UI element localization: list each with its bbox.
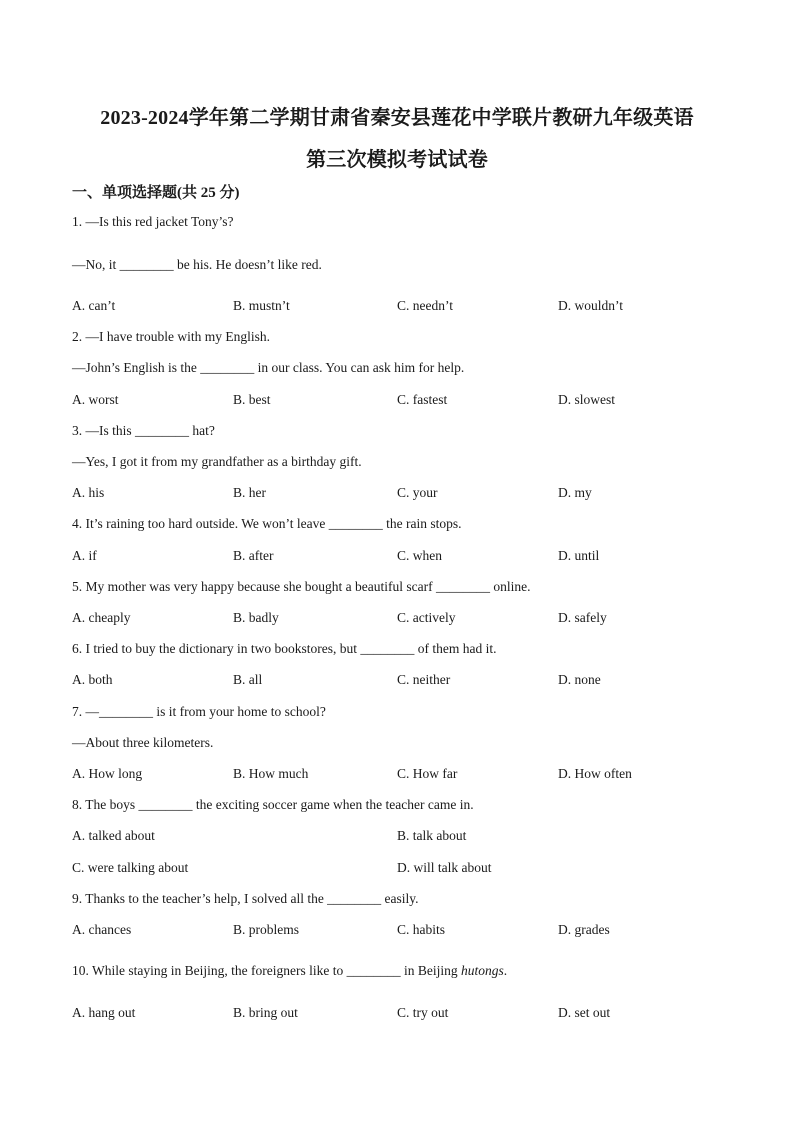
question-2-reply: —John’s English is the ________ in our class. You can ask him for help. [72, 360, 465, 375]
question-10-option-b: B. bring out [233, 1005, 298, 1020]
question-5-option-d: D. safely [558, 610, 607, 625]
question-1-stem: 1. —Is this red jacket Tony’s? [72, 214, 234, 229]
exam-title-line-2: 第三次模拟考试试卷 [306, 149, 488, 171]
question-2-option-a: A. worst [72, 392, 119, 407]
question-7-reply: —About three kilometers. [72, 735, 214, 750]
question-10-stem-end: . [503, 963, 508, 978]
question-6-option-a: A. both [72, 672, 113, 687]
question-8-option-d: D. will talk about [397, 860, 492, 875]
question-6-option-c: C. neither [397, 672, 451, 687]
question-9-option-c: C. habits [397, 922, 446, 937]
question-3-option-c: C. your [397, 485, 438, 500]
question-7-option-a: A. How long [72, 766, 143, 781]
question-4-stem: 4. It’s raining too hard outside. We won’t leave ________ the rain stops. [72, 516, 462, 531]
question-9-option-d: D. grades [558, 922, 610, 937]
question-3-option-d: D. my [558, 485, 592, 500]
question-10-option-c: C. try out [397, 1005, 449, 1020]
question-9-stem: 9. Thanks to the teacher’s help, I solved all the ________ easily. [72, 891, 419, 906]
question-5-stem: 5. My mother was very happy because she bought a beautiful scarf ________ online. [72, 579, 531, 594]
question-3-stem: 3. —Is this ________ hat? [72, 423, 215, 438]
question-3-reply: —Yes, I got it from my grandfather as a birthday gift. [72, 454, 362, 469]
question-9-option-a: A. chances [72, 922, 132, 937]
question-1-option-a: A. can’t [72, 298, 116, 313]
question-1-reply: —No, it ________ be his. He doesn’t like red. [72, 257, 322, 272]
question-8-option-a: A. talked about [72, 828, 155, 843]
question-5-option-b: B. badly [233, 610, 279, 625]
question-2-option-b: B. best [233, 392, 271, 407]
question-6-stem: 6. I tried to buy the dictionary in two bookstores, but ________ of them had it. [72, 641, 497, 656]
question-10-option-a: A. hang out [72, 1005, 136, 1020]
question-5-option-a: A. cheaply [72, 610, 131, 625]
question-2-option-c: C. fastest [397, 392, 448, 407]
question-1-option-b: B. mustn’t [233, 298, 290, 313]
question-4-option-d: D. until [558, 548, 600, 563]
question-10-stem-text: 10. While staying in Beijing, the foreigners like to ________ in Beijing [72, 963, 461, 978]
question-2-stem: 2. —I have trouble with my English. [72, 329, 270, 344]
question-4-option-a: A. if [72, 548, 97, 563]
question-8-option-c: C. were talking about [72, 860, 189, 875]
question-1-option-d: D. wouldn’t [558, 298, 624, 313]
question-10-option-d: D. set out [558, 1005, 611, 1020]
question-7-option-b: B. How much [233, 766, 309, 781]
question-4-option-b: B. after [233, 548, 274, 563]
question-8-option-b: B. talk about [397, 828, 467, 843]
exam-title-line-1: 2023-2024学年第二学期甘肃省秦安县莲花中学联片教研九年级英语 [100, 107, 694, 129]
question-5-option-c: C. actively [397, 610, 456, 625]
section-heading: 一、单项选择题(共 25 分) [72, 185, 240, 201]
question-7-stem: 7. —________ is it from your home to school? [72, 704, 326, 719]
question-6-option-b: B. all [233, 672, 263, 687]
question-10-italic-word: hutongs [460, 963, 504, 978]
question-3-option-a: A. his [72, 485, 105, 500]
question-6-option-d: D. none [558, 672, 601, 687]
question-2-option-d: D. slowest [558, 392, 615, 407]
question-7-option-c: C. How far [397, 766, 458, 781]
question-9-option-b: B. problems [233, 922, 299, 937]
question-7-option-d: D. How often [558, 766, 632, 781]
question-3-option-b: B. her [233, 485, 266, 500]
question-1-option-c: C. needn’t [397, 298, 453, 313]
question-4-option-c: C. when [397, 548, 442, 563]
question-8-stem: 8. The boys ________ the exciting soccer game when the teacher came in. [72, 797, 474, 812]
question-10-stem [72, 963, 507, 979]
